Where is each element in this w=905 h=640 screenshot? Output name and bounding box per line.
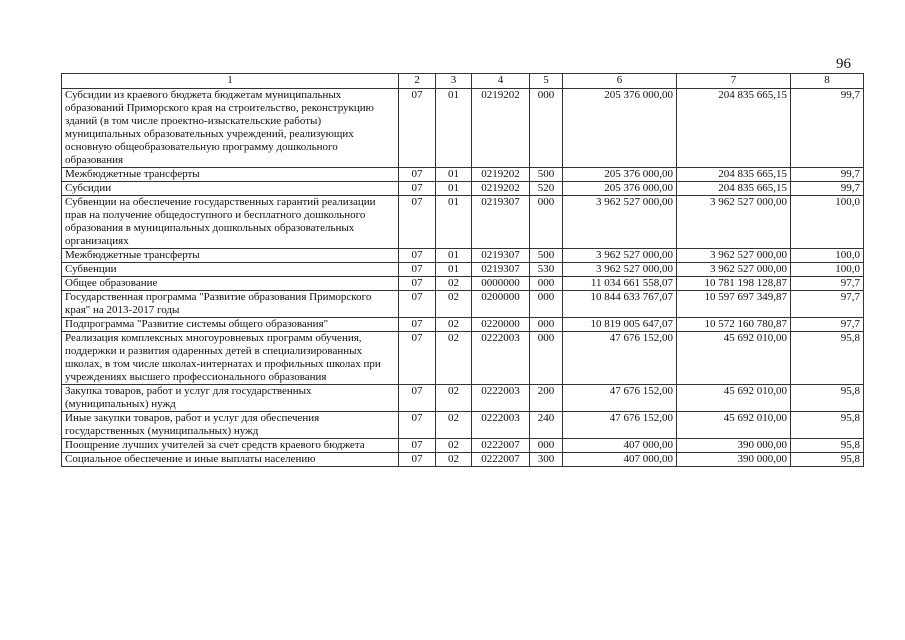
- subsection-code-cell: 02: [436, 439, 472, 453]
- target-article-cell: 0222007: [472, 439, 530, 453]
- table-row: [62, 291, 864, 318]
- table-row: [62, 89, 864, 168]
- planned-amount-cell: 3 962 527 000,00: [563, 263, 677, 277]
- row-name-cell: Межбюджетные трансферты: [62, 168, 399, 182]
- expense-type-cell: 000: [530, 196, 563, 249]
- executed-amount-cell: 3 962 527 000,00: [677, 249, 791, 263]
- section-code-cell: 07: [399, 277, 436, 291]
- planned-amount-cell: 47 676 152,00: [563, 332, 677, 385]
- row-name-cell: Межбюджетные трансферты: [62, 249, 399, 263]
- section-code-cell: 07: [399, 249, 436, 263]
- header-cell: 5: [530, 74, 563, 89]
- execution-percent-cell: 95,8: [791, 453, 864, 467]
- planned-amount-cell: 205 376 000,00: [563, 168, 677, 182]
- executed-amount-cell: 390 000,00: [677, 439, 791, 453]
- planned-amount-cell: 407 000,00: [563, 439, 677, 453]
- table-row: [62, 385, 864, 412]
- subsection-code-cell: 01: [436, 196, 472, 249]
- expense-type-cell: 000: [530, 277, 563, 291]
- row-name-cell: Иные закупки товаров, работ и услуг для обеспечения государственных (муниципальных) нужд: [62, 412, 399, 439]
- executed-amount-cell: 3 962 527 000,00: [677, 196, 791, 249]
- executed-amount-cell: 204 835 665,15: [677, 89, 791, 168]
- planned-amount-cell: 3 962 527 000,00: [563, 249, 677, 263]
- subsection-code-cell: 01: [436, 89, 472, 168]
- section-code-cell: 07: [399, 332, 436, 385]
- target-article-cell: 0222003: [472, 385, 530, 412]
- header-cell: 8: [791, 74, 864, 89]
- execution-percent-cell: 100,0: [791, 196, 864, 249]
- expense-type-cell: 000: [530, 291, 563, 318]
- planned-amount-cell: 47 676 152,00: [563, 385, 677, 412]
- expense-type-cell: 240: [530, 412, 563, 439]
- row-name-cell: Общее образование: [62, 277, 399, 291]
- target-article-cell: 0219307: [472, 249, 530, 263]
- table-row: [62, 439, 864, 453]
- expense-type-cell: 530: [530, 263, 563, 277]
- target-article-cell: 0222003: [472, 332, 530, 385]
- executed-amount-cell: 10 781 198 128,87: [677, 277, 791, 291]
- executed-amount-cell: 3 962 527 000,00: [677, 263, 791, 277]
- execution-percent-cell: 99,7: [791, 168, 864, 182]
- row-name-cell: Субвенции: [62, 263, 399, 277]
- execution-percent-cell: 99,7: [791, 89, 864, 168]
- header-cell: 7: [677, 74, 791, 89]
- subsection-code-cell: 01: [436, 182, 472, 196]
- planned-amount-cell: 3 962 527 000,00: [563, 196, 677, 249]
- section-code-cell: 07: [399, 291, 436, 318]
- section-code-cell: 07: [399, 168, 436, 182]
- expense-type-cell: 200: [530, 385, 563, 412]
- subsection-code-cell: 01: [436, 249, 472, 263]
- row-name-cell: Реализация комплексных многоуровневых программ обучения, поддержки и развития одаренных детей в специализированных школах, в том числе школах-интернатах и профильных школах при учреждениях высшего профессионального образования: [62, 332, 399, 385]
- target-article-cell: 0219202: [472, 89, 530, 168]
- subsection-code-cell: 02: [436, 385, 472, 412]
- expense-type-cell: 000: [530, 332, 563, 385]
- execution-percent-cell: 97,7: [791, 291, 864, 318]
- table-row: [62, 318, 864, 332]
- header-cell: 4: [472, 74, 530, 89]
- execution-percent-cell: 99,7: [791, 182, 864, 196]
- section-code-cell: 07: [399, 89, 436, 168]
- planned-amount-cell: 10 844 633 767,07: [563, 291, 677, 318]
- subsection-code-cell: 02: [436, 332, 472, 385]
- expense-type-cell: 500: [530, 249, 563, 263]
- subsection-code-cell: 02: [436, 291, 472, 318]
- executed-amount-cell: 10 572 160 780,87: [677, 318, 791, 332]
- row-name-cell: Поощрение лучших учителей за счет средств краевого бюджета: [62, 439, 399, 453]
- execution-percent-cell: 95,8: [791, 332, 864, 385]
- header-cell: 1: [62, 74, 399, 89]
- section-code-cell: 07: [399, 439, 436, 453]
- execution-percent-cell: 95,8: [791, 412, 864, 439]
- subsection-code-cell: 02: [436, 318, 472, 332]
- section-code-cell: 07: [399, 263, 436, 277]
- table-row: [62, 332, 864, 385]
- target-article-cell: 0220000: [472, 318, 530, 332]
- planned-amount-cell: 407 000,00: [563, 453, 677, 467]
- header-cell: 6: [563, 74, 677, 89]
- table-row: [62, 182, 864, 196]
- row-name-cell: Государственная программа "Развитие образования Приморского края" на 2013-2017 годы: [62, 291, 399, 318]
- subsection-code-cell: 01: [436, 263, 472, 277]
- execution-percent-cell: 97,7: [791, 318, 864, 332]
- expense-type-cell: 520: [530, 182, 563, 196]
- table-row: [62, 168, 864, 182]
- row-name-cell: Социальное обеспечение и иные выплаты населению: [62, 453, 399, 467]
- planned-amount-cell: 11 034 661 558,07: [563, 277, 677, 291]
- execution-percent-cell: 100,0: [791, 263, 864, 277]
- execution-percent-cell: 100,0: [791, 249, 864, 263]
- section-code-cell: 07: [399, 412, 436, 439]
- target-article-cell: 0222003: [472, 412, 530, 439]
- execution-percent-cell: 95,8: [791, 439, 864, 453]
- row-name-cell: Субсидии из краевого бюджета бюджетам муниципальных образований Приморского края на строительство, реконструкцию зданий (в том числе проектно-изыскательские работы) муниципальных образовательных учреждений, реализующих основную общеобразовательную программу дошкольного образования: [62, 89, 399, 168]
- table-row: [62, 412, 864, 439]
- expense-type-cell: 000: [530, 318, 563, 332]
- executed-amount-cell: 45 692 010,00: [677, 385, 791, 412]
- target-article-cell: 0000000: [472, 277, 530, 291]
- row-name-cell: Закупка товаров, работ и услуг для государственных (муниципальных) нужд: [62, 385, 399, 412]
- row-name-cell: Субсидии: [62, 182, 399, 196]
- executed-amount-cell: 204 835 665,15: [677, 182, 791, 196]
- executed-amount-cell: 10 597 697 349,87: [677, 291, 791, 318]
- target-article-cell: 0219307: [472, 196, 530, 249]
- table-body: [62, 89, 864, 467]
- table-header: [62, 74, 864, 89]
- subsection-code-cell: 01: [436, 168, 472, 182]
- section-code-cell: 07: [399, 318, 436, 332]
- section-code-cell: 07: [399, 182, 436, 196]
- expense-type-cell: 500: [530, 168, 563, 182]
- subsection-code-cell: 02: [436, 453, 472, 467]
- expense-type-cell: 000: [530, 439, 563, 453]
- target-article-cell: 0219202: [472, 182, 530, 196]
- subsection-code-cell: 02: [436, 277, 472, 291]
- budget-table: [61, 73, 864, 467]
- expense-type-cell: 300: [530, 453, 563, 467]
- table-row: [62, 453, 864, 467]
- table-row: [62, 249, 864, 263]
- subsection-code-cell: 02: [436, 412, 472, 439]
- table-row: [62, 263, 864, 277]
- target-article-cell: 0219202: [472, 168, 530, 182]
- section-code-cell: 07: [399, 453, 436, 467]
- executed-amount-cell: 204 835 665,15: [677, 168, 791, 182]
- executed-amount-cell: 390 000,00: [677, 453, 791, 467]
- row-name-cell: Подпрограмма "Развитие системы общего образования": [62, 318, 399, 332]
- planned-amount-cell: 10 819 005 647,07: [563, 318, 677, 332]
- executed-amount-cell: 45 692 010,00: [677, 412, 791, 439]
- execution-percent-cell: 95,8: [791, 385, 864, 412]
- executed-amount-cell: 45 692 010,00: [677, 332, 791, 385]
- expense-type-cell: 000: [530, 89, 563, 168]
- table-row: [62, 196, 864, 249]
- section-code-cell: 07: [399, 196, 436, 249]
- header-cell: 3: [436, 74, 472, 89]
- planned-amount-cell: 47 676 152,00: [563, 412, 677, 439]
- target-article-cell: 0200000: [472, 291, 530, 318]
- header-cell: 2: [399, 74, 436, 89]
- header-row: [62, 74, 864, 89]
- planned-amount-cell: 205 376 000,00: [563, 182, 677, 196]
- target-article-cell: 0219307: [472, 263, 530, 277]
- page-number: 96: [836, 56, 851, 72]
- planned-amount-cell: 205 376 000,00: [563, 89, 677, 168]
- section-code-cell: 07: [399, 385, 436, 412]
- target-article-cell: 0222007: [472, 453, 530, 467]
- table-row: [62, 277, 864, 291]
- execution-percent-cell: 97,7: [791, 277, 864, 291]
- row-name-cell: Субвенции на обеспечение государственных гарантий реализации прав на получение общедоступного и бесплатного дошкольного образования в муниципальных дошкольных образовательных организациях: [62, 196, 399, 249]
